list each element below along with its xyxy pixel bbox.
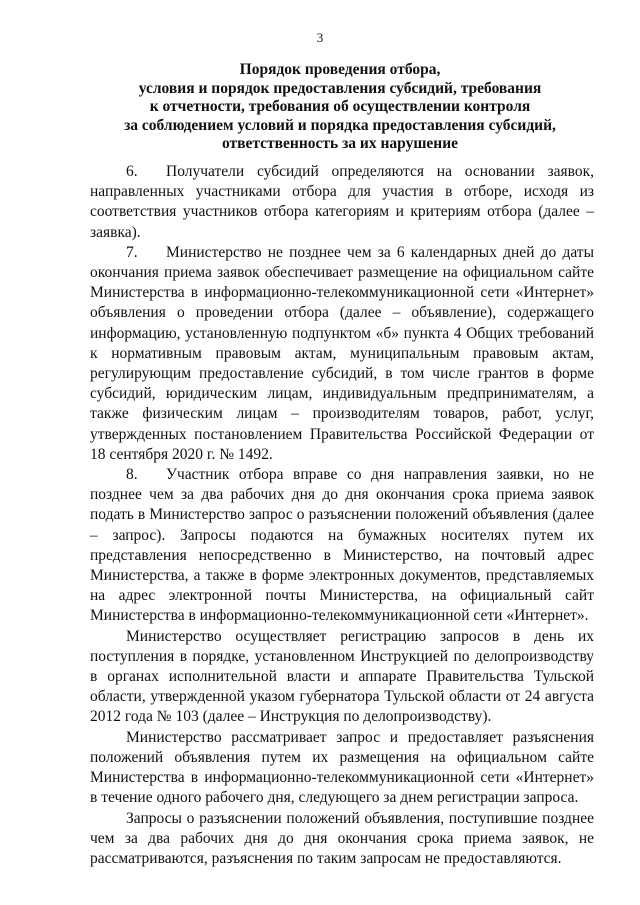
paragraph-8	[90, 465, 594, 627]
heading-line: ответственность за их нарушение	[221, 135, 459, 152]
page-number: 3	[316, 30, 324, 45]
paragraph-6	[90, 162, 594, 243]
paragraph-text: Участник отбора вправе со дня направления заявки, но не позднее чем за два рабочих дня до дня окончания срока приема заявок подать в Министерство запрос о разъяснении положений объявления (далее – запрос). Запросы подаются на бумажных носителях путем их представления непосредственно в Министерство, на почтовый адрес Министерства, а также в форме электронных документов, представляемых на адрес электронной почты Министерства, на официальный сайт Министерства в информационно-телекоммуникационной сети «Интернет».	[90, 466, 594, 625]
paragraph-text: Запросы о разъяснении положений объявления, поступившие позднее чем за два рабочих дня до дня окончания срока приема заявок, не рассматриваются, разъяснения по таким запросам не предоставляются.	[90, 809, 594, 867]
paragraph-7	[90, 243, 594, 465]
paragraph-text: Министерство рассматривает запрос и предоставляет разъяснения положений объявления путем их размещения на официальном сайте Министерства в информационно-телекоммуникационной сети «Интернет» в течение одного рабочего дня, следующего за днем регистрации запроса.	[90, 728, 594, 807]
document-body	[90, 162, 594, 869]
paragraph-late-requests	[90, 809, 594, 870]
section-heading	[90, 61, 590, 154]
paragraph-registration	[90, 627, 594, 728]
heading-line: Порядок проведения отбора,	[239, 61, 441, 78]
paragraph-number: 8.	[126, 466, 138, 484]
paragraph-text: Министерство осуществляет регистрацию запросов в день их поступления в порядке, установленном Инструкцией по делопроизводству в органах исполнительной власти и аппарате Правительства Тульской области, утвержденной указом губернатора Тульской области от 24 августа 2012 года № 103 (далее – Инструкция по делопроизводству).	[90, 627, 594, 726]
paragraph-number: 7.	[126, 243, 138, 261]
heading-line: за соблюдением условий и порядка предоставления субсидий,	[124, 116, 556, 134]
paragraph-clarification	[90, 728, 594, 809]
heading-line: условия и порядок предоставления субсидий, требования	[138, 79, 542, 97]
paragraph-text: Получатели субсидий определяются на основании заявок, направленных участниками отбора для участия в отборе, исходя из соответствия участников отбора категориям и критериям отбора (далее – заявка).	[90, 163, 594, 241]
heading-line: к отчетности, требования об осуществлении контроля	[149, 98, 531, 115]
paragraph-number: 6.	[126, 163, 138, 180]
paragraph-text: Министерство не позднее чем за 6 календарных дней до даты окончания приема заявок обеспечивает размещение на официальном сайте Министерства в информационно-телекоммуникационной сети «Интернет» объявления о проведении отбора (далее – объявление), содержащего информацию, установленную подпунктом «б» пункта 4 Общих требований к нормативным правовым актам, муниципальным правовым актам, регулирующим предоставление субсидий, в том числе грантов в форме субсидий, юридическим лицам, индивидуальным предпринимателям, а также физическим лицам – производителям товаров, работ, услуг, утвержденных постановлением Правительства Российской Федерации от 18 сентября 2020 г. № 1492.	[90, 243, 594, 463]
